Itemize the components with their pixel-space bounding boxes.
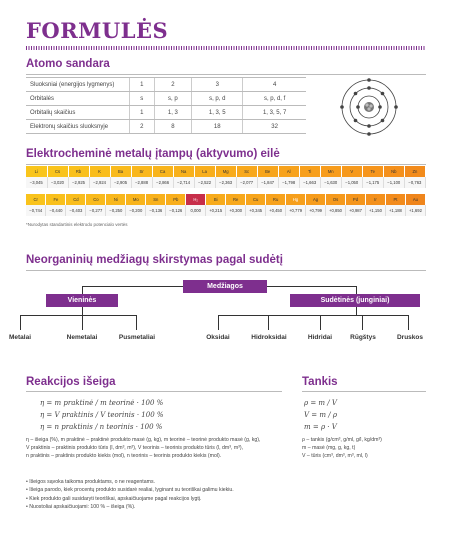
potential-cell: +0,345 xyxy=(246,205,266,216)
table-cell: 32 xyxy=(243,120,306,134)
potential-cell: −2,925 xyxy=(68,177,89,188)
element-cell: Te xyxy=(362,166,383,177)
node-simple: Vieninės xyxy=(46,294,118,307)
list-item: • Kiek produkto gali susidaryti teoriškai, apskaičiuojame pagal reakcijos lygtį. xyxy=(26,495,426,503)
row-label: Sluoksniai (energijos lygmenys) xyxy=(26,78,130,92)
activity-table-bottom xyxy=(26,194,426,216)
table-cell: 1 xyxy=(130,78,155,92)
element-cell: Cd xyxy=(66,194,86,205)
yield-formula-mass: η = m praktinė / m teorinė · 100 % xyxy=(40,399,164,407)
element-cell: Ag xyxy=(306,194,326,205)
element-cell: Bi xyxy=(206,194,226,205)
row-label: Orbitalės xyxy=(26,92,130,106)
table-cell: 2 xyxy=(130,120,155,134)
potential-cell: −0,403 xyxy=(66,205,86,216)
link-simple-bar xyxy=(20,315,136,316)
element-cell: Os xyxy=(326,194,346,205)
classification-heading: Neorganinių medžiagų skirstymas pagal sudėtį xyxy=(26,254,283,266)
yield-formula-amount: η = n praktinis / n teorinis · 100 % xyxy=(40,423,163,431)
density-definitions xyxy=(302,436,426,460)
potential-cell: −2,522 xyxy=(194,177,215,188)
list-item: • Išeiga parodo, kiek procentų produkto susidarė realiai, lyginant su teoriškai galimu kiekiu. xyxy=(26,486,426,494)
potential-cell: +0,779 xyxy=(286,205,306,216)
link-hydroxides xyxy=(268,315,269,330)
list-item: • Nuostoliai apskaičiuojami: 100 % – išeiga (%). xyxy=(26,503,426,511)
yield-def-mass: η – išeiga (%), m praktinė – praktinė produkto masė (g, kg), m teorinė – teorinė produkto masė (g, kg), xyxy=(26,437,261,443)
activity-heading: Elektrocheminė metalų įtampų (aktyvumo) eilė xyxy=(26,148,280,160)
potential-cell: −2,905 xyxy=(110,177,131,188)
link-root-right xyxy=(267,286,356,287)
potential-cell: −1,175 xyxy=(362,177,383,188)
table-cell: s, p xyxy=(154,92,192,106)
potential-cell: −3,020 xyxy=(47,177,68,188)
potential-row xyxy=(26,205,426,216)
table-cell: s, p, d xyxy=(192,92,243,106)
density-formula: ρ = m / V xyxy=(304,399,337,407)
table-cell: 1, 3 xyxy=(154,106,192,120)
element-cell: Na xyxy=(173,166,194,177)
potential-cell: −0,250 xyxy=(106,205,126,216)
potential-cell: −1,847 xyxy=(257,177,278,188)
element-cell: K xyxy=(89,166,110,177)
link-nonmetals xyxy=(82,315,83,330)
potential-cell: −2,924 xyxy=(89,177,110,188)
list-item: • Išeigos sąvoka taikoma produktams, o ne reagentams. xyxy=(26,478,426,486)
potential-cell: −0,744 xyxy=(26,205,46,216)
link-root-left xyxy=(82,286,183,287)
activity-heading-rule xyxy=(26,164,426,165)
mass-def: m – masė (mg, g, kg, t) xyxy=(302,445,356,451)
density-heading: Tankis xyxy=(302,376,338,388)
potential-cell: +0,215 xyxy=(206,205,226,216)
table-cell: 1, 3, 5 xyxy=(192,106,243,120)
element-cell: Cr xyxy=(26,194,46,205)
table-row xyxy=(26,78,306,92)
potential-cell: +1,150 xyxy=(365,205,385,216)
class-nonmetals: Nemetalai xyxy=(66,334,98,341)
element-cell: Sn xyxy=(146,194,166,205)
link-left-drop xyxy=(82,286,83,294)
element-cell: Pt xyxy=(385,194,405,205)
element-cell: Be xyxy=(257,166,278,177)
potential-cell: −0,440 xyxy=(46,205,66,216)
element-cell: H₂ xyxy=(186,194,206,205)
potential-cell: −0,136 xyxy=(146,205,166,216)
table-cell: 3 xyxy=(192,78,243,92)
table-cell: 18 xyxy=(192,120,243,134)
potential-cell: +0,450 xyxy=(266,205,286,216)
class-hydroxides: Hidroksidai xyxy=(251,334,287,341)
table-cell: 1, 3, 5, 7 xyxy=(243,106,306,120)
potential-cell: −2,888 xyxy=(131,177,152,188)
link-acids xyxy=(362,315,363,330)
table-cell: s xyxy=(130,92,155,106)
element-cell: Re xyxy=(226,194,246,205)
yield-heading: Reakcijos išeiga xyxy=(26,376,116,388)
yield-formula-volume: η = V praktinis / V teorinis · 100 % xyxy=(40,411,164,419)
element-cell: Pb xyxy=(166,194,186,205)
link-metals xyxy=(20,315,21,330)
table-row xyxy=(26,120,306,134)
atom-heading: Atomo sandara xyxy=(26,58,110,70)
table-row xyxy=(26,92,306,106)
potential-cell: −1,798 xyxy=(278,177,299,188)
element-cell: Fe xyxy=(46,194,66,205)
atom-heading-rule xyxy=(26,74,426,75)
potential-cell: −2,714 xyxy=(173,177,194,188)
element-cell: Mn xyxy=(320,166,341,177)
volume-def: V – tūris (cm³, dm³, m³, ml, l) xyxy=(302,453,368,459)
yield-def-amount: n praktinis – praktinis produkto kiekis (mol), n teorinis – teorinis produkto kiekis (mol). xyxy=(26,453,222,459)
potential-cell: +1,692 xyxy=(405,205,425,216)
mass-formula: m = ρ · V xyxy=(304,423,337,431)
potential-cell: +0,850 xyxy=(326,205,346,216)
class-acids: Rūgštys xyxy=(350,334,376,341)
title-divider xyxy=(26,46,426,50)
element-cell: Ni xyxy=(106,194,126,205)
density-def: ρ – tankis (g/cm³, g/ml, g/l, kg/dm³) xyxy=(302,437,382,443)
element-cell: Al xyxy=(278,166,299,177)
atom-diagram xyxy=(340,78,398,136)
element-cell: La xyxy=(194,166,215,177)
element-cell: Mo xyxy=(126,194,146,205)
link-hydrides xyxy=(320,315,321,330)
potential-row xyxy=(26,177,426,188)
activity-table-top xyxy=(26,166,426,188)
potential-cell: −0,277 xyxy=(86,205,106,216)
table-cell: s, p, d, f xyxy=(243,92,306,106)
link-metalloids xyxy=(136,315,137,330)
potential-cell: −1,630 xyxy=(320,177,341,188)
link-complex-bar xyxy=(218,315,408,316)
table-cell: 2 xyxy=(154,78,192,92)
link-complex-down xyxy=(356,307,357,315)
element-cell: Co xyxy=(86,194,106,205)
potential-cell: 0,000 xyxy=(186,205,206,216)
element-cell: Li xyxy=(26,166,47,177)
element-cell: Sc xyxy=(236,166,257,177)
element-cell: Mg xyxy=(215,166,236,177)
potential-cell: −1,663 xyxy=(299,177,320,188)
potential-cell: −1,050 xyxy=(341,177,362,188)
element-cell: Pd xyxy=(346,194,366,205)
potential-cell: −0,200 xyxy=(126,205,146,216)
class-metalloids: Pusmetaliai xyxy=(118,334,156,341)
link-right-drop xyxy=(356,286,357,294)
potential-cell: +0,987 xyxy=(346,205,366,216)
element-row xyxy=(26,166,426,177)
classification-heading-rule xyxy=(26,270,426,271)
element-cell: Ba xyxy=(110,166,131,177)
element-cell: Rb xyxy=(68,166,89,177)
yield-def-volume: V praktinis – praktinis produkto tūris (l, dm³, m³), V teorinis – teorinis produkto tūris (l, dm³, m³), xyxy=(26,445,244,451)
element-cell: V xyxy=(341,166,362,177)
link-simple-down xyxy=(82,307,83,315)
node-complex: Sudėtinės (junginiai) xyxy=(290,294,420,307)
class-hydrides: Hidridai xyxy=(307,334,333,341)
density-heading-rule xyxy=(302,391,426,392)
atom-structure-table xyxy=(26,77,306,134)
class-oxides: Oksidai xyxy=(206,334,230,341)
potential-cell: −3,045 xyxy=(26,177,47,188)
potential-cell: +0,300 xyxy=(226,205,246,216)
element-cell: Ca xyxy=(152,166,173,177)
element-cell: Hg xyxy=(286,194,306,205)
potential-cell: −0,126 xyxy=(166,205,186,216)
link-salts xyxy=(408,315,409,330)
potential-cell: −1,100 xyxy=(383,177,404,188)
element-cell: Ir xyxy=(365,194,385,205)
yield-definitions xyxy=(26,436,288,460)
class-salts: Druskos xyxy=(396,334,423,341)
element-row xyxy=(26,194,426,205)
element-cell: Ti xyxy=(299,166,320,177)
potential-cell: −2,363 xyxy=(215,177,236,188)
element-cell: Au xyxy=(405,194,425,205)
node-substances: Medžiagos xyxy=(183,280,267,293)
potential-cell: −2,866 xyxy=(152,177,173,188)
potential-cell: −2,077 xyxy=(236,177,257,188)
class-metals: Metalai xyxy=(8,334,32,341)
page-title: FORMULĖS xyxy=(26,18,169,43)
link-oxides xyxy=(218,315,219,330)
element-cell: Sr xyxy=(131,166,152,177)
row-label: Elektronų skaičius sluoksnyje xyxy=(26,120,130,134)
potential-cell: +0,799 xyxy=(306,205,326,216)
element-cell: Cu xyxy=(246,194,266,205)
element-cell: Nb xyxy=(383,166,404,177)
table-cell: 8 xyxy=(154,120,192,134)
element-cell: Zn xyxy=(404,166,425,177)
table-row xyxy=(26,106,306,120)
table-cell: 4 xyxy=(243,78,306,92)
potential-cell: −0,763 xyxy=(404,177,425,188)
yield-heading-rule xyxy=(26,391,282,392)
table-cell: 1 xyxy=(130,106,155,120)
yield-notes-list xyxy=(26,478,426,512)
element-cell: Ru xyxy=(266,194,286,205)
activity-note: *Nurodytas standartinis elektrodo potencialo vertės xyxy=(26,222,128,227)
potential-cell: +1,188 xyxy=(385,205,405,216)
row-label: Orbitalių skaičius xyxy=(26,106,130,120)
element-cell: Cs xyxy=(47,166,68,177)
volume-formula: V = m / ρ xyxy=(304,411,337,419)
